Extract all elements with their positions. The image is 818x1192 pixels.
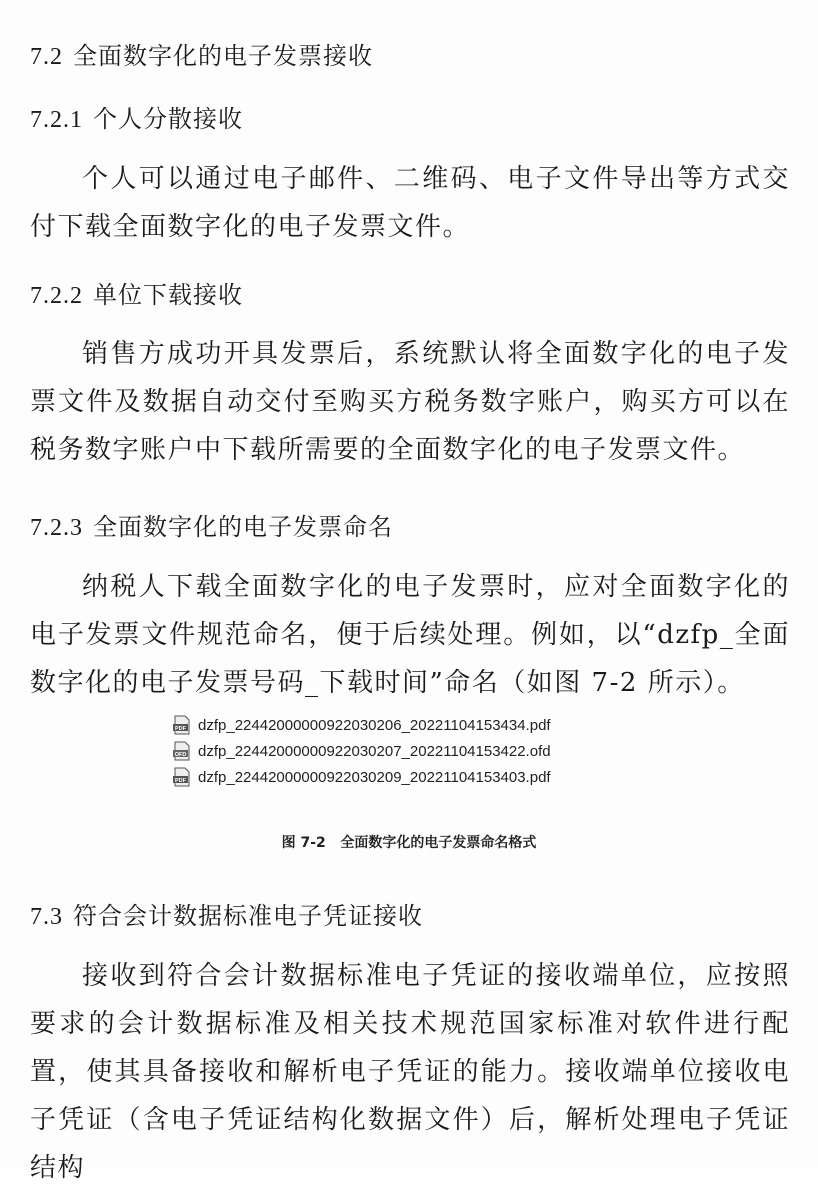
heading-7-2 — [30, 36, 373, 71]
figure-caption-label: 图 7-2 — [281, 835, 326, 851]
heading-title: 单位下载接收 — [93, 281, 243, 309]
heading-title: 全面数字化的电子发票命名 — [93, 513, 393, 541]
heading-title: 符合会计数据标准电子凭证接收 — [73, 902, 423, 930]
heading-number: 7.2.1 — [30, 107, 83, 133]
file-name: dzfp_22442000000922030207_20221104153422.ofd — [198, 742, 551, 760]
figure-caption-text: 全面数字化的电子发票命名格式 — [340, 835, 537, 851]
heading-7-2-3 — [30, 507, 393, 542]
heading-7-3 — [30, 896, 423, 931]
heading-number: 7.2 — [30, 44, 63, 70]
file-row — [172, 738, 642, 764]
figure-caption — [0, 832, 818, 852]
file-row — [172, 764, 642, 790]
heading-title: 个人分散接收 — [93, 105, 243, 133]
svg-text:PDF: PDF — [175, 777, 186, 784]
pdf-file-icon — [172, 767, 192, 787]
heading-7-2-2 — [30, 275, 243, 310]
paragraph-7-2-2: 销售方成功开具发票后，系统默认将全面数字化的电子发票文件及数据自动交付至购买方税务数字账户，购买方可以在税务数字账户中下载所需要的全面数字化的电子发票文件。 — [30, 339, 790, 465]
heading-title: 全面数字化的电子发票接收 — [73, 42, 373, 70]
heading-number: 7.2.3 — [30, 515, 83, 541]
heading-7-2-1 — [30, 99, 243, 134]
file-list-figure — [172, 712, 642, 790]
file-row — [172, 712, 642, 738]
svg-text:OFD: OFD — [174, 751, 187, 758]
file-name: dzfp_22442000000922030206_20221104153434.pdf — [198, 716, 551, 734]
pdf-file-icon — [172, 715, 192, 735]
paragraph-7-3: 接收到符合会计数据标准电子凭证的接收端单位，应按照要求的会计数据标准及相关技术规范国家标准对软件进行配置，使其具备接收和解析电子凭证的能力。接收端单位接收电子凭证（含电子凭证结构化数据文件）后，解析处理电子凭证结构 — [30, 961, 790, 1183]
heading-number: 7.3 — [30, 904, 63, 930]
paragraph-7-2-3: 纳税人下载全面数字化的电子发票时，应对全面数字化的电子发票文件规范命名，便于后续处理。例如，以“dzfp_全面数字化的电子发票号码_下载时间”命名（如图 7-2 所示）。 — [30, 572, 790, 698]
svg-text:PDF: PDF — [175, 725, 186, 732]
heading-number: 7.2.2 — [30, 283, 83, 309]
file-name: dzfp_22442000000922030209_20221104153403.pdf — [198, 768, 551, 786]
paragraph-7-2-1: 个人可以通过电子邮件、二维码、电子文件导出等方式交付下载全面数字化的电子发票文件。 — [30, 164, 790, 242]
ofd-file-icon — [172, 741, 192, 761]
